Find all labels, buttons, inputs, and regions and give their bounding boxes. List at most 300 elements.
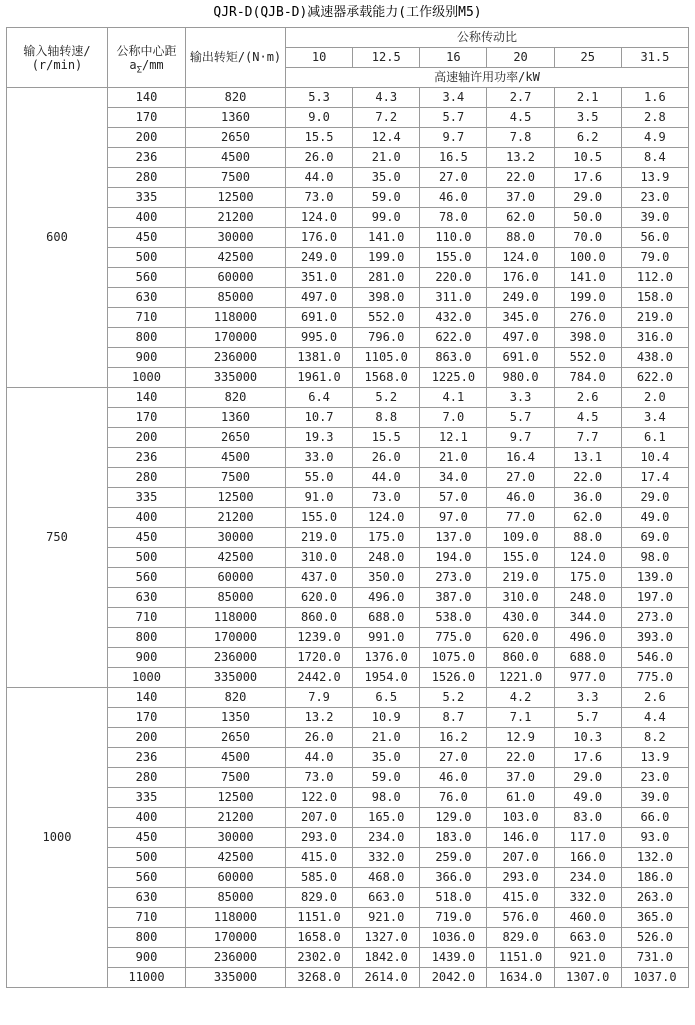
page-title: QJR-D(QJB-D)减速器承载能力(工作级别M5)	[213, 5, 482, 20]
cell-output-torque: 42500	[186, 548, 286, 568]
cell-power: 8.8	[353, 408, 420, 428]
cell-output-torque: 335000	[186, 968, 286, 988]
cell-power: 344.0	[554, 608, 621, 628]
table-row	[7, 628, 689, 648]
cell-power: 4.5	[554, 408, 621, 428]
cell-power: 460.0	[554, 908, 621, 928]
table-row	[7, 508, 689, 528]
table-row	[7, 488, 689, 508]
header-ratio-12-5: 12.5	[353, 48, 420, 68]
cell-power: 1151.0	[286, 908, 353, 928]
table-row	[7, 408, 689, 428]
table-row	[7, 948, 689, 968]
cell-power: 21.0	[420, 448, 487, 468]
cell-power: 398.0	[554, 328, 621, 348]
cell-power: 219.0	[286, 528, 353, 548]
cell-power: 16.2	[420, 728, 487, 748]
cell-power: 691.0	[487, 348, 554, 368]
header-ratio-group: 公称传动比	[286, 28, 689, 48]
cell-power: 437.0	[286, 568, 353, 588]
table-header	[7, 28, 689, 88]
cell-power: 219.0	[621, 308, 688, 328]
cell-output-torque: 335000	[186, 368, 286, 388]
cell-power: 366.0	[420, 868, 487, 888]
cell-power: 4.4	[621, 708, 688, 728]
cell-center-distance: 630	[108, 588, 186, 608]
cell-power: 93.0	[621, 828, 688, 848]
cell-power: 234.0	[554, 868, 621, 888]
cell-power: 620.0	[286, 588, 353, 608]
table-row	[7, 128, 689, 148]
cell-output-torque: 335000	[186, 668, 286, 688]
cell-power: 132.0	[621, 848, 688, 868]
cell-output-torque: 170000	[186, 628, 286, 648]
cell-center-distance: 400	[108, 208, 186, 228]
cell-power: 100.0	[554, 248, 621, 268]
cell-power: 2.1	[554, 88, 621, 108]
cell-center-distance: 236	[108, 148, 186, 168]
cell-power: 12.4	[353, 128, 420, 148]
table-row	[7, 448, 689, 468]
cell-center-distance: 560	[108, 868, 186, 888]
cell-power: 91.0	[286, 488, 353, 508]
cell-power: 775.0	[420, 628, 487, 648]
cell-output-torque: 42500	[186, 248, 286, 268]
cell-power: 921.0	[554, 948, 621, 968]
table-row	[7, 348, 689, 368]
cell-output-torque: 4500	[186, 748, 286, 768]
cell-power: 248.0	[554, 588, 621, 608]
cell-input-speed: 1000	[7, 688, 108, 988]
cell-power: 1658.0	[286, 928, 353, 948]
table-row	[7, 708, 689, 728]
cell-power: 57.0	[420, 488, 487, 508]
capacity-table	[6, 27, 689, 988]
cell-power: 1327.0	[353, 928, 420, 948]
cell-power: 62.0	[554, 508, 621, 528]
header-ratio-31-5: 31.5	[621, 48, 688, 68]
cell-power: 97.0	[420, 508, 487, 528]
cell-power: 518.0	[420, 888, 487, 908]
cell-power: 8.4	[621, 148, 688, 168]
cell-power: 29.0	[554, 768, 621, 788]
table-row	[7, 428, 689, 448]
cell-power: 8.7	[420, 708, 487, 728]
cell-power: 29.0	[554, 188, 621, 208]
cell-power: 158.0	[621, 288, 688, 308]
cell-power: 141.0	[353, 228, 420, 248]
cell-power: 19.3	[286, 428, 353, 448]
cell-power: 155.0	[286, 508, 353, 528]
cell-power: 576.0	[487, 908, 554, 928]
table-row	[7, 108, 689, 128]
cell-center-distance: 335	[108, 188, 186, 208]
cell-power: 977.0	[554, 668, 621, 688]
cell-input-speed: 750	[7, 388, 108, 688]
cell-power: 5.7	[420, 108, 487, 128]
header-center-distance	[108, 28, 186, 88]
cell-center-distance: 900	[108, 648, 186, 668]
cell-power: 166.0	[554, 848, 621, 868]
table-row	[7, 548, 689, 568]
cell-power: 1526.0	[420, 668, 487, 688]
cell-power: 44.0	[353, 468, 420, 488]
cell-power: 316.0	[621, 328, 688, 348]
cell-power: 2442.0	[286, 668, 353, 688]
cell-power: 5.7	[554, 708, 621, 728]
header-input-speed-line2: (r/min)	[31, 57, 83, 72]
cell-power: 4.1	[420, 388, 487, 408]
cell-power: 468.0	[353, 868, 420, 888]
cell-power: 263.0	[621, 888, 688, 908]
cell-power: 69.0	[621, 528, 688, 548]
cell-power: 98.0	[621, 548, 688, 568]
cell-power: 13.2	[286, 708, 353, 728]
cell-power: 2.8	[621, 108, 688, 128]
cell-power: 1568.0	[353, 368, 420, 388]
cell-power: 1954.0	[353, 668, 420, 688]
cell-power: 9.0	[286, 108, 353, 128]
cell-power: 10.7	[286, 408, 353, 428]
cell-power: 88.0	[487, 228, 554, 248]
cell-power: 194.0	[420, 548, 487, 568]
cell-power: 26.0	[353, 448, 420, 468]
cell-power: 3.4	[621, 408, 688, 428]
cell-output-torque: 170000	[186, 328, 286, 348]
header-output-torque: 输出转矩/(N·m)	[186, 28, 286, 88]
cell-power: 59.0	[353, 188, 420, 208]
cell-output-torque: 7500	[186, 768, 286, 788]
cell-output-torque: 1350	[186, 708, 286, 728]
cell-power: 176.0	[487, 268, 554, 288]
table-row	[7, 748, 689, 768]
cell-power: 44.0	[286, 168, 353, 188]
cell-power: 311.0	[420, 288, 487, 308]
cell-power: 79.0	[621, 248, 688, 268]
cell-power: 99.0	[353, 208, 420, 228]
cell-power: 27.0	[420, 748, 487, 768]
cell-power: 13.2	[487, 148, 554, 168]
table-row	[7, 668, 689, 688]
cell-power: 12.9	[487, 728, 554, 748]
cell-power: 796.0	[353, 328, 420, 348]
cell-output-torque: 42500	[186, 848, 286, 868]
cell-power: 663.0	[353, 888, 420, 908]
cell-power: 829.0	[286, 888, 353, 908]
cell-power: 26.0	[286, 728, 353, 748]
cell-power: 1105.0	[353, 348, 420, 368]
cell-power: 585.0	[286, 868, 353, 888]
cell-power: 13.1	[554, 448, 621, 468]
table-row	[7, 848, 689, 868]
table-row	[7, 888, 689, 908]
cell-output-torque: 4500	[186, 148, 286, 168]
cell-input-speed: 600	[7, 88, 108, 388]
cell-power: 109.0	[487, 528, 554, 548]
cell-center-distance: 900	[108, 948, 186, 968]
cell-power: 546.0	[621, 648, 688, 668]
cell-power: 103.0	[487, 808, 554, 828]
cell-power: 17.4	[621, 468, 688, 488]
cell-power: 526.0	[621, 928, 688, 948]
table-row	[7, 268, 689, 288]
cell-power: 249.0	[487, 288, 554, 308]
cell-center-distance: 170	[108, 108, 186, 128]
cell-power: 13.9	[621, 168, 688, 188]
cell-power: 16.5	[420, 148, 487, 168]
cell-power: 719.0	[420, 908, 487, 928]
cell-center-distance: 140	[108, 388, 186, 408]
cell-power: 3.3	[487, 388, 554, 408]
cell-power: 137.0	[420, 528, 487, 548]
cell-power: 332.0	[353, 848, 420, 868]
cell-center-distance: 450	[108, 828, 186, 848]
cell-power: 124.0	[286, 208, 353, 228]
cell-power: 3.3	[554, 688, 621, 708]
table-row	[7, 688, 689, 708]
cell-output-torque: 7500	[186, 168, 286, 188]
cell-power: 980.0	[487, 368, 554, 388]
cell-center-distance: 500	[108, 548, 186, 568]
cell-power: 5.7	[487, 408, 554, 428]
cell-power: 7.8	[487, 128, 554, 148]
cell-power: 22.0	[554, 468, 621, 488]
cell-power: 26.0	[286, 148, 353, 168]
header-center-distance-line1: 公称中心距	[116, 43, 177, 58]
cell-center-distance: 170	[108, 708, 186, 728]
cell-center-distance: 560	[108, 568, 186, 588]
cell-power: 6.2	[554, 128, 621, 148]
cell-power: 122.0	[286, 788, 353, 808]
cell-center-distance: 630	[108, 888, 186, 908]
cell-power: 1439.0	[420, 948, 487, 968]
cell-power: 61.0	[487, 788, 554, 808]
cell-power: 21.0	[353, 728, 420, 748]
cell-power: 438.0	[621, 348, 688, 368]
table-row	[7, 468, 689, 488]
table-row	[7, 808, 689, 828]
cell-power: 16.4	[487, 448, 554, 468]
cell-power: 73.0	[286, 768, 353, 788]
cell-power: 220.0	[420, 268, 487, 288]
cell-output-torque: 118000	[186, 608, 286, 628]
cell-center-distance: 335	[108, 488, 186, 508]
table-row	[7, 208, 689, 228]
table-row	[7, 648, 689, 668]
cell-power: 155.0	[487, 548, 554, 568]
cell-power: 415.0	[487, 888, 554, 908]
cell-power: 991.0	[353, 628, 420, 648]
cell-power: 35.0	[353, 748, 420, 768]
cell-power: 7.2	[353, 108, 420, 128]
cell-power: 1634.0	[487, 968, 554, 988]
table-row	[7, 188, 689, 208]
cell-power: 6.5	[353, 688, 420, 708]
cell-output-torque: 820	[186, 388, 286, 408]
cell-center-distance: 630	[108, 288, 186, 308]
cell-power: 112.0	[621, 268, 688, 288]
cell-power: 538.0	[420, 608, 487, 628]
cell-power: 7.9	[286, 688, 353, 708]
cell-output-torque: 30000	[186, 228, 286, 248]
cell-output-torque: 2650	[186, 728, 286, 748]
cell-power: 1037.0	[621, 968, 688, 988]
cell-power: 73.0	[286, 188, 353, 208]
cell-center-distance: 560	[108, 268, 186, 288]
cell-power: 27.0	[487, 468, 554, 488]
cell-output-torque: 85000	[186, 588, 286, 608]
cell-power: 175.0	[554, 568, 621, 588]
cell-output-torque: 7500	[186, 468, 286, 488]
cell-power: 5.3	[286, 88, 353, 108]
cell-power: 2.7	[487, 88, 554, 108]
cell-center-distance: 140	[108, 688, 186, 708]
cell-power: 2.6	[621, 688, 688, 708]
cell-power: 350.0	[353, 568, 420, 588]
cell-power: 22.0	[487, 168, 554, 188]
cell-power: 863.0	[420, 348, 487, 368]
cell-output-torque: 21200	[186, 208, 286, 228]
cell-output-torque: 60000	[186, 268, 286, 288]
cell-output-torque: 2650	[186, 428, 286, 448]
cell-power: 59.0	[353, 768, 420, 788]
cell-power: 10.3	[554, 728, 621, 748]
cell-power: 175.0	[353, 528, 420, 548]
table-row	[7, 768, 689, 788]
cell-power: 995.0	[286, 328, 353, 348]
cell-center-distance: 900	[108, 348, 186, 368]
cell-center-distance: 800	[108, 928, 186, 948]
cell-power: 3.4	[420, 88, 487, 108]
cell-power: 66.0	[621, 808, 688, 828]
table-row	[7, 288, 689, 308]
cell-center-distance: 400	[108, 808, 186, 828]
cell-output-torque: 21200	[186, 808, 286, 828]
cell-power: 663.0	[554, 928, 621, 948]
cell-power: 7.7	[554, 428, 621, 448]
cell-center-distance: 400	[108, 508, 186, 528]
cell-power: 207.0	[286, 808, 353, 828]
cell-output-torque: 85000	[186, 288, 286, 308]
header-input-speed-line1: 输入轴转速/	[23, 43, 91, 58]
cell-power: 432.0	[420, 308, 487, 328]
cell-power: 39.0	[621, 208, 688, 228]
cell-power: 37.0	[487, 188, 554, 208]
cell-output-torque: 30000	[186, 528, 286, 548]
cell-power: 77.0	[487, 508, 554, 528]
cell-power: 351.0	[286, 268, 353, 288]
cell-power: 165.0	[353, 808, 420, 828]
cell-power: 73.0	[353, 488, 420, 508]
cell-power: 9.7	[487, 428, 554, 448]
cell-power: 273.0	[621, 608, 688, 628]
cell-power: 15.5	[353, 428, 420, 448]
cell-power: 155.0	[420, 248, 487, 268]
header-input-speed	[7, 28, 108, 88]
cell-power: 496.0	[554, 628, 621, 648]
cell-power: 37.0	[487, 768, 554, 788]
cell-power: 332.0	[554, 888, 621, 908]
cell-output-torque: 1360	[186, 408, 286, 428]
cell-power: 10.4	[621, 448, 688, 468]
cell-power: 23.0	[621, 768, 688, 788]
cell-power: 124.0	[554, 548, 621, 568]
header-ratio-25: 25	[554, 48, 621, 68]
cell-power: 110.0	[420, 228, 487, 248]
cell-power: 39.0	[621, 788, 688, 808]
cell-power: 1225.0	[420, 368, 487, 388]
cell-power: 124.0	[353, 508, 420, 528]
cell-center-distance: 710	[108, 608, 186, 628]
cell-power: 199.0	[353, 248, 420, 268]
cell-power: 46.0	[420, 188, 487, 208]
cell-power: 2614.0	[353, 968, 420, 988]
cell-power: 141.0	[554, 268, 621, 288]
cell-power: 21.0	[353, 148, 420, 168]
header-power-note: 高速轴许用功率/kW	[286, 68, 689, 88]
cell-power: 186.0	[621, 868, 688, 888]
cell-power: 146.0	[487, 828, 554, 848]
cell-output-torque: 170000	[186, 928, 286, 948]
cell-power: 49.0	[621, 508, 688, 528]
cell-power: 620.0	[487, 628, 554, 648]
cell-power: 860.0	[487, 648, 554, 668]
cell-power: 17.6	[554, 748, 621, 768]
cell-power: 10.5	[554, 148, 621, 168]
cell-power: 497.0	[286, 288, 353, 308]
cell-power: 622.0	[621, 368, 688, 388]
cell-power: 197.0	[621, 588, 688, 608]
cell-power: 183.0	[420, 828, 487, 848]
cell-center-distance: 280	[108, 768, 186, 788]
header-ratio-10: 10	[286, 48, 353, 68]
cell-power: 83.0	[554, 808, 621, 828]
cell-output-torque: 118000	[186, 308, 286, 328]
cell-power: 1961.0	[286, 368, 353, 388]
cell-power: 36.0	[554, 488, 621, 508]
cell-center-distance: 710	[108, 908, 186, 928]
cell-power: 50.0	[554, 208, 621, 228]
cell-output-torque: 4500	[186, 448, 286, 468]
cell-power: 2302.0	[286, 948, 353, 968]
cell-power: 88.0	[554, 528, 621, 548]
cell-power: 552.0	[353, 308, 420, 328]
cell-power: 310.0	[487, 588, 554, 608]
table-row	[7, 368, 689, 388]
cell-power: 8.2	[621, 728, 688, 748]
cell-center-distance: 800	[108, 628, 186, 648]
cell-power: 219.0	[487, 568, 554, 588]
cell-power: 691.0	[286, 308, 353, 328]
table-row	[7, 88, 689, 108]
cell-power: 415.0	[286, 848, 353, 868]
cell-power: 139.0	[621, 568, 688, 588]
cell-power: 5.2	[420, 688, 487, 708]
cell-center-distance: 1000	[108, 668, 186, 688]
cell-power: 310.0	[286, 548, 353, 568]
cell-power: 6.4	[286, 388, 353, 408]
header-row-1	[7, 28, 689, 48]
header-ratio-16: 16	[420, 48, 487, 68]
cell-power: 6.1	[621, 428, 688, 448]
cell-power: 23.0	[621, 188, 688, 208]
cell-center-distance: 200	[108, 728, 186, 748]
cell-power: 4.3	[353, 88, 420, 108]
cell-power: 17.6	[554, 168, 621, 188]
cell-power: 70.0	[554, 228, 621, 248]
cell-power: 1.6	[621, 88, 688, 108]
cell-center-distance: 450	[108, 228, 186, 248]
